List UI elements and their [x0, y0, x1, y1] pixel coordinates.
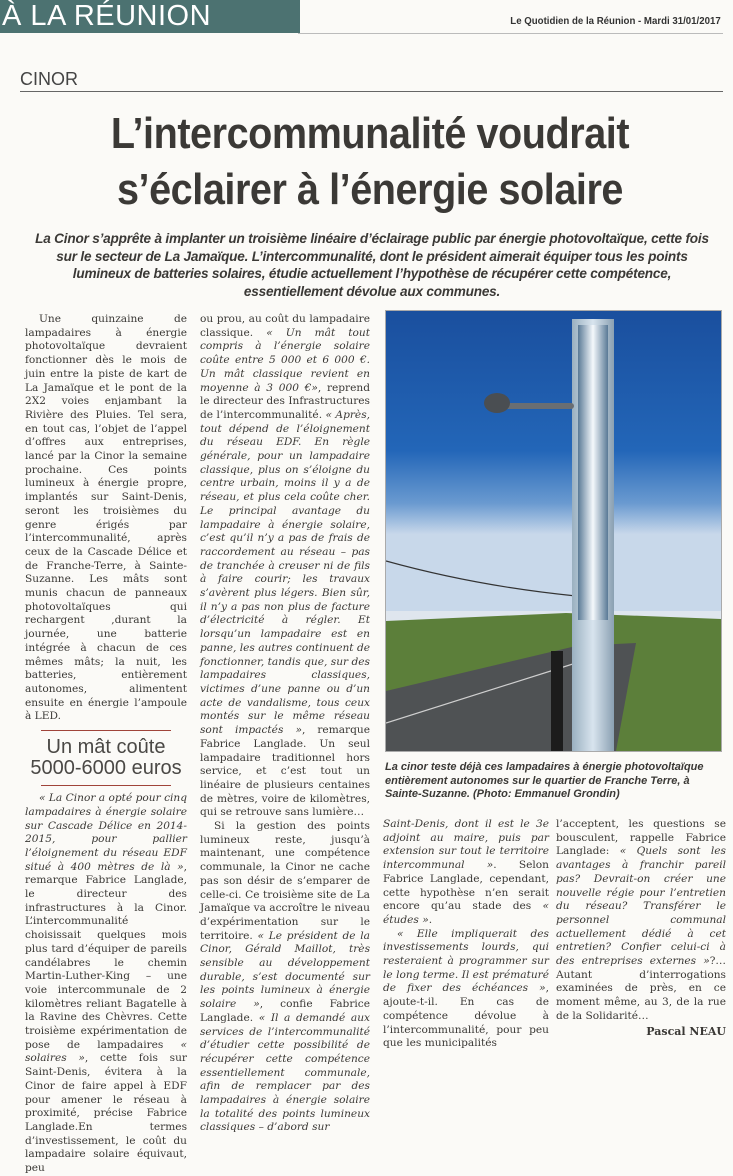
text: Si la gestion des points lumineux reste, jusqu’à maintenant, une compétence communale, la Cinor ne cache pas son désir de s’emparer de celle-ci. Ce troisième site de La Jamaïque va accroître le niveau d’expérimentation sur le territoire. [200, 820, 370, 942]
text: . [428, 913, 433, 926]
paragraph [556, 818, 726, 1024]
headline [64, 106, 676, 218]
quote: « solaires » [25, 1038, 187, 1065]
column-2 [200, 313, 370, 1135]
quote: « Elle impliquerait des investissements lourds, qui resteraient à programmer sur le long terme. Il est prématuré de fixer des échéances » [383, 927, 549, 995]
text: ?… Autant d’interrogations examinées de près, en ce moment même, au 3, de la rue de la Solidarité… [556, 955, 726, 1022]
text: l’acceptent, les questions se bousculent, rappelle Fabrice Langlade: [556, 818, 726, 858]
sky [386, 311, 721, 621]
column-4 [556, 818, 726, 1038]
paragraph [383, 928, 549, 1051]
quote: « Un mât tout compris à l’énergie solaire coûte entre 5 000 et 6 000 €. Un mât classique revient en moyenne à 3 000 €» [200, 326, 370, 394]
text: , ajoute-t-il. En cas de compétence dévolue à l’intercommunalité, pour peu que les municipalités [383, 982, 549, 1050]
author-signature: Pascal NEAU [646, 1024, 726, 1038]
section-divider [20, 91, 723, 92]
quote: « Quels sont les avantages à franchir pareil pas? Devrait-on créer une nouvelle régie pour l’entretien du réseau? Transférer le personnel communal actuellement dédié à cet entretien? Confier celui-ci à des entreprises externes » [556, 845, 726, 968]
paragraph [200, 820, 370, 1135]
lead-paragraph: La Cinor s’apprête à implanter un troisième linéaire d’éclairage public par énergie photovoltaïque, cette fois sur le secteur de La Jamaïque. L’intercommunalité, dont le président aimerait équiper tous les points lumineux de batteries solaires, étudie actuellement l’hypothèse de récupérer cette compétence, essentiellement dévolue aux communes. [35, 231, 709, 299]
solar-panel [578, 325, 608, 620]
article-photo [385, 310, 722, 752]
rubric-banner [0, 0, 300, 33]
text: , reprend le directeur des Infrastructures de l’intercommunalité. [200, 381, 370, 421]
paragraph: Une quinzaine de lampadaires à énergie photovoltaïque devraient fonctionner dès le mois de juin entre la piste de kart de La Jamaïque et le pont de la 2X2 voies enjambant la Rivière des Pluies. Tel sera, en tout cas, l’objet de l’appel d’offres aux entreprises, lancé par la Cinor la semaine prochaine. Ces points lumineux à énergie propre, implantés sur Saint-Denis, seront les troisièmes du genre érigés par l’intercommunalité, après ceux de la Cascade Délice et de Franche-Terre, à Sainte-Suzanne. Les mâts sont munis chacun de panneaux photovoltaïques qui rechargent ,durant la journée, une batterie intégrée à chacun de ces mêmes mâts; la nuit, les batteries, entièrement autonomes, alimentent ensuite en énergie l’ampoule à LED. [25, 313, 187, 723]
paragraph [383, 818, 549, 928]
column-1 [25, 313, 187, 1176]
quote: « études » [383, 900, 549, 926]
text: , confie Fabrice Langlade. [200, 998, 370, 1024]
paragraph [200, 313, 370, 820]
quote: « Il a demandé aux services de l’intercommunalité d’étudier cette possibilité de récupérer cette compétence essentiellement communale, afin de remplacer par des lampadaires à énergie solaire la totalité des points lumineux classiques – d’abord sur [200, 1011, 370, 1134]
rubric-title: À LA RÉUNION [2, 0, 212, 32]
subhead-rule-top [41, 730, 171, 731]
photo-caption: La cinor teste déjà ces lampadaires à énergie photovoltaïque entièrement autonomes sur le quartier de Franche Terre, à Sainte-Suzanne. (Photo: Emmanuel Grondin) [385, 761, 704, 800]
subheading: Un mât coûte 5000-6000 euros [30, 736, 182, 780]
header-divider [298, 33, 723, 34]
post-shadow [551, 651, 563, 751]
quote: « La Cinor a opté pour cinq lampadaires à énergie solaire sur Cascade Délice en 2014-2015, pour pallier l’éloignement du réseau EDF situé à 400 mètres de là » [25, 792, 187, 873]
text: ou prou, au coût du lampadaire classique. [200, 313, 370, 339]
headline-line-2: s’éclairer à l’énergie solaire [116, 165, 624, 214]
paragraph [25, 792, 187, 1176]
headline-line-1: L’intercommunalité voudrait [110, 109, 630, 158]
quote: Saint-Denis, dont il est le 3e adjoint au maire, puis par extension sur tout le territoire intercommunal » [383, 818, 549, 872]
column-3 [383, 818, 549, 1051]
quote: « Après, tout dépend de l’éloignement du réseau EDF. En règle générale, pour un lampadaire classique, plus on s’éloigne du centre urbain, moins il y a de réseau, et plus cela coûte cher. Le principal avantage du lampadaire à énergie solaire, c’est qu’il n’y a pas de frais de raccordement au réseau – pas de tranchée à creuser ni de fils à faire courir; les travaux s’avèrent plus légers. Bien sûr, il n’y a pas non plus de facture d’électricité à régler. Et lorsqu’un lampadaire est en panne, les autres continuent de fonctionner, tandis que, sur des lampadaires classiques, victimes d’une panne ou d’un acte de vandalisme, tous ceux montés sur le même réseau sont impactés » [200, 408, 370, 737]
subhead-rule-bottom [41, 785, 171, 786]
publication-info: Le Quotidien de la Réunion - Mardi 31/01/2017 [510, 15, 721, 27]
text: , remarque Fabrice Langlade, le directeur des infrastructures à la Cinor. L’intercommunalité choisissait quelques mois plus tard d’équiper de pareils candélabres le chemin Martin-Luther-King – une voie intercommunale de 2 kilomètres reliant Bagatelle à la Ravine des Chèvres. Cette troisième expérimentation de pose de lampadaires [25, 860, 187, 1051]
quote: « Le président de la Cinor, Gérald Maillot, très sensible au développement durable, s’est documenté sur les points lumineux à énergie solaire » [200, 929, 370, 1011]
solar-streetlight-photo [386, 311, 721, 751]
text: . Selon Fabrice Langlade, cependant, cette hypothèse n’en serait encore qu’au stade des [383, 859, 549, 913]
text: , cette fois sur Saint-Denis, évitera à la Cinor de faire appel à EDF pour amener le réseau à proximité, précise Fabrice Langlade.En termes d’investissement, le coût du lampadaire solaire équivaut, peu [25, 1052, 187, 1175]
section-label: CINOR [20, 69, 78, 89]
lamp-head [484, 393, 510, 413]
text: , remarque Fabrice Langlade. Un seul lampadaire traditionnel hors service, et c’est tout un linéaire de plusieurs centaines de mètres, voire de kilomètres, qui se retrouve sans lumière… [200, 724, 370, 819]
